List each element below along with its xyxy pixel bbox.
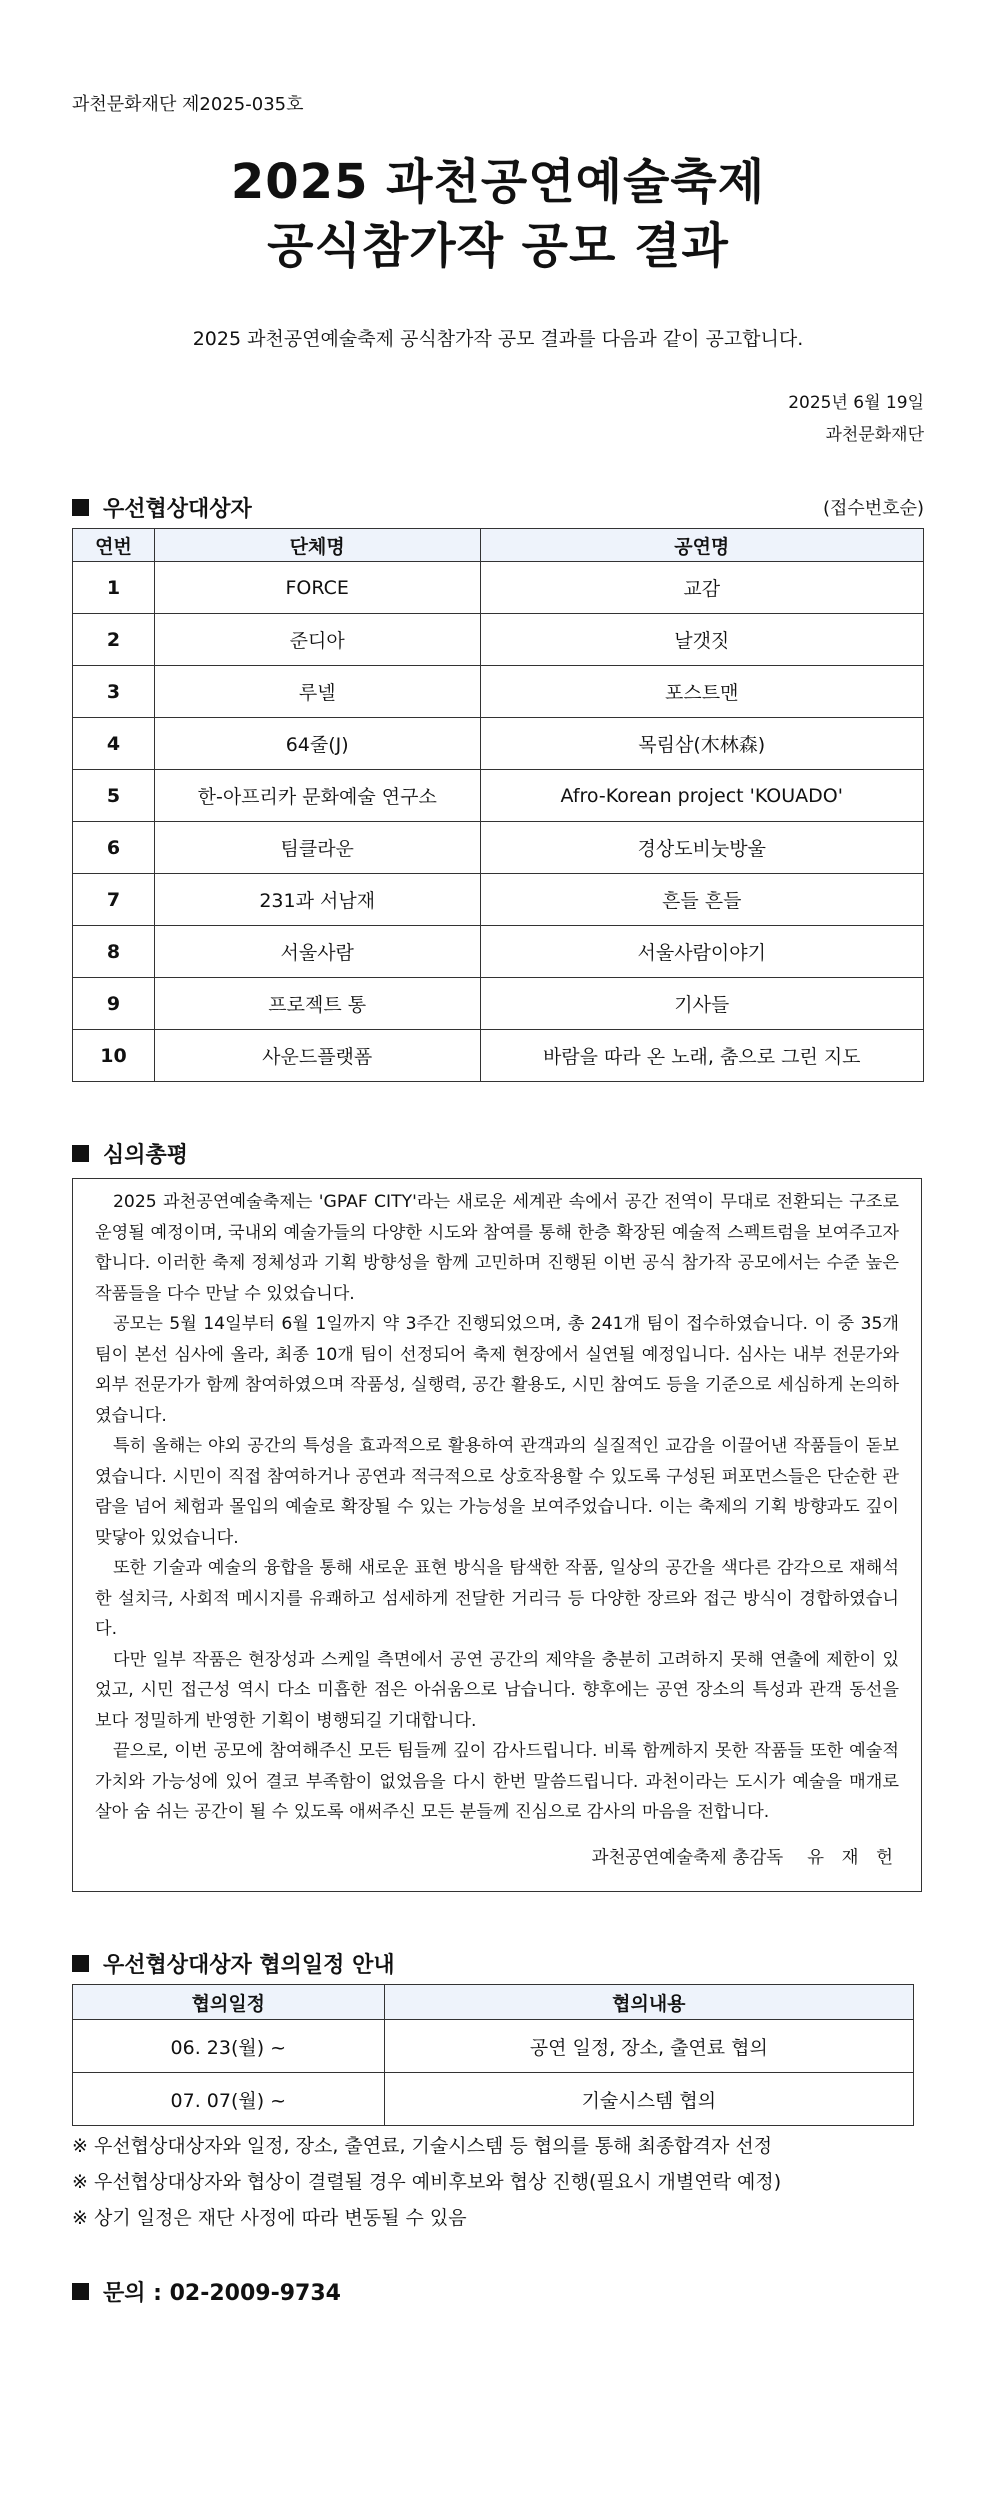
review-paragraph: 2025 과천공연예술축제는 'GPAF CITY'라는 새로운 세계관 속에서 공간 전역이 무대로 전환되는 구조로 운영될 예정이며, 국내외 예술가들의 다양한 시도와 참여를 통해 한층 확장된 예술적 스펙트럼을 보여주고자 합니다. 이러한 축제 정체성과 기획 방향성을 함께 고민하며 진행된 이번 공식 참가작 공모에서는 수준 높은 작품들을 다수 만날 수 있었습니다. — [95, 1192, 899, 1304]
section-heading-schedule — [72, 1948, 395, 1979]
work-title: Afro-Korean project 'KOUADO' — [480, 770, 924, 822]
section-heading-review — [72, 1138, 188, 1169]
document-number: 과천문화재단 제2025-035호 — [72, 94, 304, 115]
issuer: 과천문화재단 — [825, 425, 924, 445]
review-paragraph: 특히 올해는 야외 공간의 특성을 효과적으로 활용하여 관객과의 실질적인 교감을 이끌어낸 작품들이 돋보였습니다. 시민이 직접 참여하거나 공연과 적극적으로 상호작용할 수 있도록 구성된 퍼포먼스들은 단순한 관람을 넘어 체험과 몰입의 예술로 확장될 수 있는 가능성을 보여주었습니다. 이는 축제의 기획 방향과도 깊이 맞닿아 있었습니다. — [95, 1436, 899, 1548]
row-number: 9 — [73, 978, 155, 1030]
table-row — [73, 614, 924, 666]
row-number: 1 — [73, 562, 155, 614]
schedule-date: 07. 07(월) ~ — [73, 2073, 385, 2126]
work-title: 목림삼(木林森) — [480, 718, 924, 770]
work-title: 경상도비눗방울 — [480, 822, 924, 874]
section-heading-negotiation — [72, 492, 252, 523]
work-title: 흔들 흔들 — [480, 874, 924, 926]
work-title: 서울사람이야기 — [480, 926, 924, 978]
announcement-date: 2025년 6월 19일 — [788, 393, 924, 413]
table-row — [73, 978, 924, 1030]
table-header-row — [73, 1985, 914, 2020]
table-row — [73, 562, 924, 614]
group-name: 64줄(J) — [154, 718, 480, 770]
group-name: FORCE — [154, 562, 480, 614]
column-header-content: 협의내용 — [384, 1985, 913, 2020]
work-title: 포스트맨 — [480, 666, 924, 718]
table-row — [73, 2073, 914, 2126]
contact-info — [72, 2276, 341, 2307]
group-name: 루넬 — [154, 666, 480, 718]
note-item: ※ 우선협상대상자와 일정, 장소, 출연료, 기술시스템 등 협의를 통해 최종합격자 선정 — [72, 2135, 773, 2157]
table-row — [73, 822, 924, 874]
title-line-2: 공식참가작 공모 결과 — [267, 218, 729, 274]
work-title: 교감 — [480, 562, 924, 614]
table-row — [73, 770, 924, 822]
table-header-row — [73, 529, 924, 562]
group-name: 프로젝트 통 — [154, 978, 480, 1030]
group-name: 231과 서남재 — [154, 874, 480, 926]
selection-table — [72, 528, 924, 1082]
title-line-1: 2025 과천공연예술축제 — [230, 154, 766, 210]
row-number: 10 — [73, 1030, 155, 1082]
table-row — [73, 2020, 914, 2073]
review-paragraph: 끝으로, 이번 공모에 참여해주신 모든 팀들께 깊이 감사드립니다. 비록 함께하지 못한 작품들 또한 예술적 가치와 가능성에 있어 결코 부족함이 없었음을 다시 한번 말씀드립니다. 과천이라는 도시가 예술을 매개로 살아 숨 쉬는 공간이 될 수 있도록 애써주신 모든 분들께 진심으로 감사의 마음을 전합니다. — [95, 1741, 899, 1822]
row-number: 5 — [73, 770, 155, 822]
table-row — [73, 926, 924, 978]
square-bullet-icon — [72, 499, 89, 516]
row-number: 2 — [73, 614, 155, 666]
schedule-date: 06. 23(월) ~ — [73, 2020, 385, 2073]
contact-text: 문의 : 02-2009-9734 — [103, 2281, 341, 2306]
signature-role: 과천공연예술축제 총감독 — [591, 1848, 784, 1868]
schedule-table — [72, 1984, 914, 2126]
column-header-work: 공연명 — [480, 529, 924, 562]
work-title: 기사들 — [480, 978, 924, 1030]
column-header-group: 단체명 — [154, 529, 480, 562]
row-number: 6 — [73, 822, 155, 874]
group-name: 사운드플랫폼 — [154, 1030, 480, 1082]
work-title: 날갯짓 — [480, 614, 924, 666]
note-item: ※ 상기 일정은 재단 사정에 따라 변동될 수 있음 — [72, 2207, 467, 2229]
column-header-date: 협의일정 — [73, 1985, 385, 2020]
row-number: 3 — [73, 666, 155, 718]
schedule-content: 기술시스템 협의 — [384, 2073, 913, 2126]
signature-name: 유 재 헌 — [807, 1848, 899, 1868]
column-header-no: 연번 — [73, 529, 155, 562]
review-paragraph: 공모는 5월 14일부터 6월 1일까지 약 3주간 진행되었으며, 총 241개 팀이 접수하였습니다. 이 중 35개 팀이 본선 심사에 올라, 최종 10개 팀이 선정되어 축제 현장에서 실연될 예정입니다. 심사는 내부 전문가와 외부 전문가가 함께 참여하였으며 작품성, 실행력, 공간 활용도, 시민 참여도 등을 기준으로 세심하게 논의하였습니다. — [95, 1314, 899, 1426]
row-number: 4 — [73, 718, 155, 770]
section-title: 심의총평 — [103, 1143, 189, 1168]
notes-list — [72, 2128, 781, 2236]
group-name: 팀클라운 — [154, 822, 480, 874]
table-row — [73, 1030, 924, 1082]
note-item: ※ 우선협상대상자와 협상이 결렬될 경우 예비후보와 협상 진행(필요시 개별연락 예정) — [72, 2171, 782, 2193]
review-signature — [592, 1844, 899, 1869]
section-note: (접수번호순) — [823, 498, 924, 519]
review-paragraph: 다만 일부 작품은 현장성과 스케일 측면에서 공연 공간의 제약을 충분히 고려하지 못해 연출에 제한이 있었고, 시민 접근성 역시 다소 미흡한 점은 아쉬움으로 남습니다. 향후에는 공연 장소의 특성과 관객 동선을 보다 정밀하게 반영한 기획이 병행되길 기대합니다. — [95, 1649, 899, 1731]
page-title — [72, 150, 924, 278]
group-name: 서울사람 — [154, 926, 480, 978]
schedule-content: 공연 일정, 장소, 출연료 협의 — [384, 2020, 913, 2073]
section-title: 우선협상대상자 — [103, 497, 252, 522]
row-number: 8 — [73, 926, 155, 978]
work-title: 바람을 따라 온 노래, 춤으로 그린 지도 — [480, 1030, 924, 1082]
square-bullet-icon — [72, 1145, 89, 1162]
table-row — [73, 666, 924, 718]
square-bullet-icon — [72, 2283, 89, 2300]
table-row — [73, 718, 924, 770]
intro-text: 2025 과천공연예술축제 공식참가작 공모 결과를 다음과 같이 공고합니다. — [192, 328, 804, 350]
row-number: 7 — [73, 874, 155, 926]
review-box — [72, 1178, 922, 1892]
square-bullet-icon — [72, 1955, 89, 1972]
section-title: 우선협상대상자 협의일정 안내 — [103, 1953, 395, 1978]
table-row — [73, 874, 924, 926]
group-name: 준디아 — [154, 614, 480, 666]
review-paragraph: 또한 기술과 예술의 융합을 통해 새로운 표현 방식을 탐색한 작품, 일상의 공간을 색다른 감각으로 재해석한 설치극, 사회적 메시지를 유쾌하고 섬세하게 전달한 거리극 등 다양한 장르와 접근 방식이 경합하였습니다. — [95, 1558, 899, 1639]
group-name: 한-아프리카 문화예술 연구소 — [154, 770, 480, 822]
